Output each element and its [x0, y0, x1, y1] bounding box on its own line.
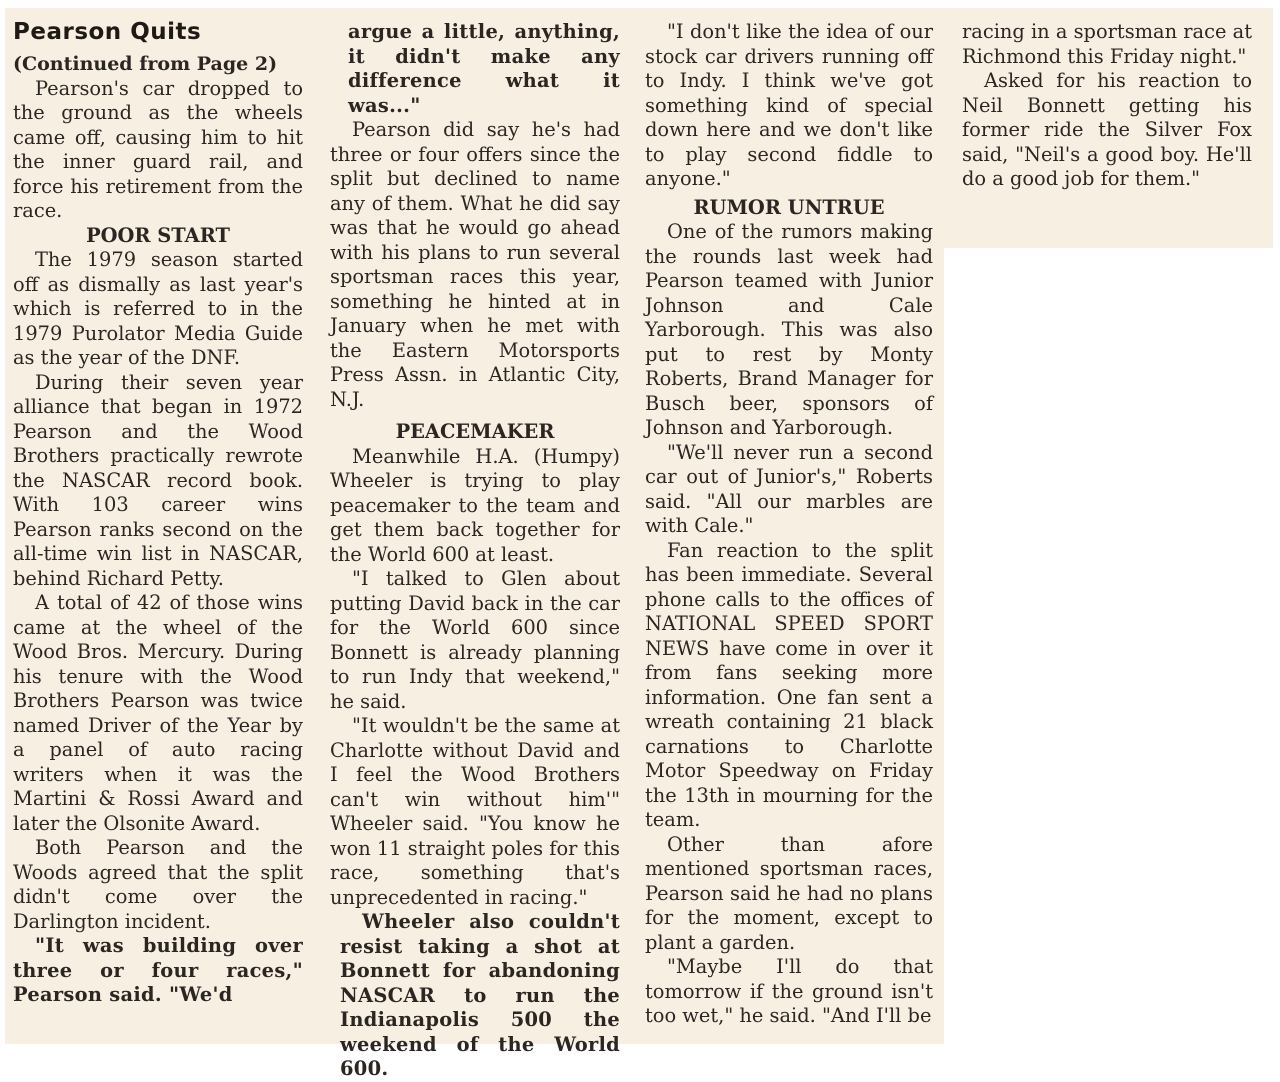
- paragraph: During their seven year alliance that began in 1972 Pearson and the Wood Brothers practically rewrote the NASCAR record book. With 103 career wins Pearson ranks second on the all-time win list in NASCAR, behind Richard Petty.: [13, 370, 303, 590]
- paragraph: Fan reaction to the split has been immediate. Several phone calls to the offices of NATIONAL SPEED SPORT NEWS have come in over it from fans seeking more information. One fan sent a wreath containing 21 black carnations to Charlotte Motor Speedway on Friday the 13th in mourning for the team.: [645, 538, 933, 831]
- paragraph: A total of 42 of those wins came at the wheel of the Wood Bros. Mercury. During his tenure with the Wood Brothers Pearson was twice named Driver of the Year by a panel of auto racing writers when it was the Martini & Rossi Award and later the Olsonite Award.: [13, 591, 303, 835]
- paragraph: "I talked to Glen about putting David back in the car for the World 600 since Bonnett is already planning to run Indy that weekend," he said.: [330, 567, 620, 713]
- paragraph: Meanwhile H.A. (Humpy) Wheeler is trying to play peacemaker to the team and get them back together for the World 600 at least.: [330, 444, 620, 566]
- paragraph: Pearson did say he's had three or four offers since the split but declined to name any of them. What he did say was that he would go ahead with his plans to run several sportsman races this year, something he hinted at in January when he met with the Eastern Motorsports Press Assn. in Atlantic City, N.J.: [330, 118, 620, 411]
- continued-line: (Continued from Page 2): [13, 53, 278, 75]
- paragraph: "We'll never run a second car out of Junior's," Roberts said. "All our marbles are with Cale.": [645, 440, 933, 537]
- paragraph: "Maybe I'll do that tomorrow if the ground isn't too wet," he said. "And I'll be: [645, 955, 933, 1027]
- paragraph: One of the rumors making the rounds last week had Pearson teamed with Junior Johnson and Cale Yarborough. This was also put to rest by Monty Roberts, Brand Manager for Busch beer, sponsors of Johnson and Yarborough.: [645, 220, 933, 439]
- subheading-poor-start: POOR START: [86, 223, 230, 247]
- paragraph: racing in a sportsman race at Richmond this Friday night.": [962, 20, 1252, 68]
- paragraph-bold-quote: "It was building over three or four races," Pearson said. "We'd: [13, 934, 303, 1006]
- headline: Pearson Quits: [13, 19, 202, 45]
- paragraph: The 1979 season started off as dismally as last year's which is referred to in the 1979 Purolator Media Guide as the year of the DNF.: [13, 248, 303, 369]
- column-1: [13, 18, 303, 1008]
- paragraph: Other than afore mentioned sportsman races, Pearson said he had no plans for the moment, except to plant a garden.: [645, 832, 933, 954]
- paragraph: "I don't like the idea of our stock car drivers running off to Indy. I think we've got something kind of special down here and we don't like to play second fiddle to anyone.": [645, 20, 933, 190]
- paragraph: Asked for his reaction to Neil Bonnett getting his former ride the Silver Fox said, "Neil's a good boy. He'll do a good job for them.": [962, 69, 1252, 190]
- paragraph: Both Pearson and the Woods agreed that the split didn't come over the Darlington incident.: [13, 836, 303, 933]
- paragraph-bold-continued: argue a little, anything, it didn't make any difference what it was...": [348, 20, 620, 117]
- column-2: [330, 20, 620, 1082]
- paragraph-bold: Wheeler also couldn't resist taking a shot at Bonnett for abandoning NASCAR to run the Indianapolis 500 the weekend of the World 600.: [340, 910, 620, 1080]
- column-4: [962, 20, 1252, 192]
- paragraph: "It wouldn't be the same at Charlotte without David and I feel the Wood Brothers can't win without him'" Wheeler said. "You know he won 11 straight poles for this race, something that's unprecedented in racing.": [330, 714, 620, 909]
- paragraph: Pearson's car dropped to the ground as the wheels came off, causing him to hit the inner guard rail, and force his retirement from the race.: [13, 76, 303, 222]
- subheading-peacemaker: PEACEMAKER: [395, 420, 555, 443]
- subheading-rumor-untrue: RUMOR UNTRUE: [693, 195, 885, 219]
- clipping-cutout: [944, 248, 1280, 1052]
- column-3: [645, 20, 933, 1029]
